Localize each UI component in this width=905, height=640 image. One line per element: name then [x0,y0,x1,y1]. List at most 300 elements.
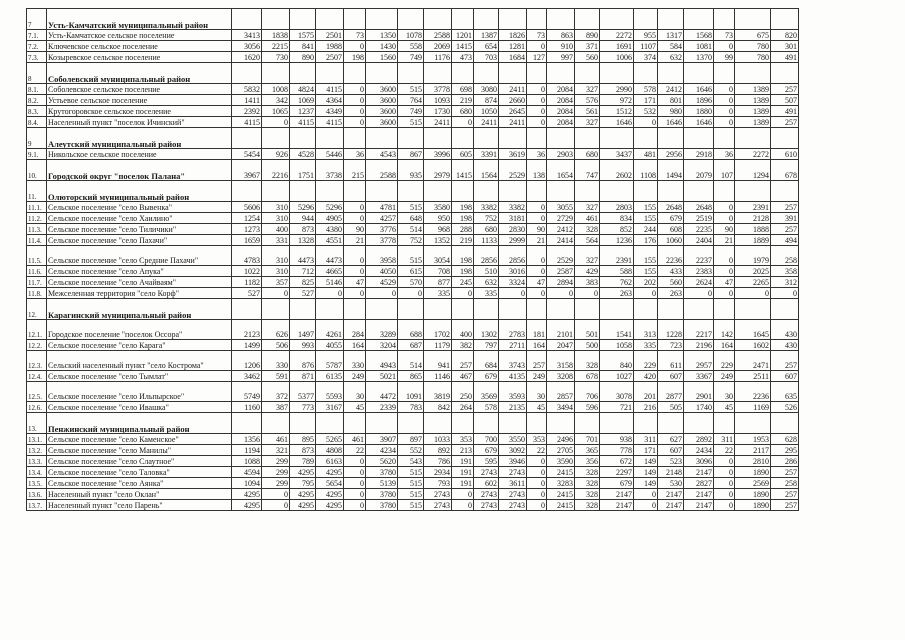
table-cell: 310 [262,202,290,213]
table-cell: 678 [771,160,799,181]
table-cell: 3181 [499,213,527,224]
row-label: Сельское поселение "село Тиличики" [47,224,232,235]
table-cell: 0 [634,117,658,128]
table-cell [290,299,316,320]
table-cell: 0 [527,106,547,117]
table-cell: 523 [658,456,684,467]
table-cell: 1133 [474,235,499,246]
table-cell: 4295 [290,500,316,511]
table-cell: 1499 [232,340,262,351]
table-cell: 0 [547,288,575,299]
table-cell: 1350 [366,30,398,41]
table-cell: 877 [424,277,452,288]
table-cell: 3462 [232,371,262,382]
table-row [27,467,799,478]
table-cell: 4115 [316,117,344,128]
table-cell: 0 [262,288,290,299]
table-cell: 2079 [684,160,714,181]
table-cell [575,9,600,30]
table-section-row [27,128,799,149]
table-cell: 2743 [499,467,527,478]
table-cell [290,413,316,434]
table-cell [634,9,658,30]
table-cell: 684 [474,351,499,371]
row-number: 11.5. [27,246,47,266]
table-cell: 506 [262,340,290,351]
table-cell: 607 [658,445,684,456]
table-cell: 3619 [499,149,527,160]
table-cell: 632 [658,52,684,63]
table-cell: 1568 [684,30,714,41]
table-cell: 372 [262,382,290,402]
table-cell: 4472 [366,382,398,402]
row-number: 12.4. [27,371,47,382]
table-cell [499,9,527,30]
row-number: 12.1. [27,320,47,340]
table-cell [344,181,366,202]
table-cell: 202 [634,277,658,288]
table-cell [527,181,547,202]
row-number: 11. [27,181,47,202]
table-cell: 1389 [735,95,771,106]
table-cell: 515 [398,467,424,478]
table-cell: 2117 [735,445,771,456]
table-cell [366,9,398,30]
table-cell: 2743 [424,500,452,511]
table-row [27,52,799,63]
table-cell: 4295 [316,489,344,500]
table-cell: 0 [344,117,366,128]
row-label: Межселенная территория "село Корф" [47,288,232,299]
row-number: 11.6. [27,266,47,277]
table-cell: 752 [398,235,424,246]
table-cell: 365 [575,445,600,456]
table-cell [771,413,799,434]
table-cell [232,181,262,202]
table-cell: 1415 [452,41,474,52]
table-cell [600,413,634,434]
table-cell: 679 [474,445,499,456]
table-row [27,320,799,340]
table-cell [499,128,527,149]
table-cell: 4905 [316,213,344,224]
table-cell [316,128,344,149]
table-cell: 678 [575,371,600,382]
table-cell: 6135 [316,371,344,382]
table-cell: 310 [262,246,290,266]
table-cell: 176 [634,235,658,246]
table-cell: 311 [714,434,735,445]
table-cell: 1006 [600,52,634,63]
table-cell: 3819 [424,382,452,402]
table-cell: 138 [527,160,547,181]
table-cell: 5446 [316,149,344,160]
table-cell: 865 [398,371,424,382]
row-label: Соболевское сельское поселение [47,84,232,95]
table-cell: 328 [575,489,600,500]
table-cell: 328 [575,351,600,371]
table-cell: 3289 [366,320,398,340]
table-cell [527,63,547,84]
row-number: 12.3. [27,351,47,371]
table-cell: 301 [771,41,799,52]
table-cell: 3055 [547,202,575,213]
table-cell: 73 [527,30,547,41]
table-cell: 3780 [366,467,398,478]
table-cell: 2602 [600,160,634,181]
table-cell: 0 [344,202,366,213]
table-cell [262,181,290,202]
table-cell: 5454 [232,149,262,160]
table-cell: 286 [771,456,799,467]
table-cell: 0 [714,266,735,277]
table-cell: 311 [634,434,658,445]
row-number: 12.5. [27,382,47,402]
table-cell: 4528 [290,149,316,160]
table-cell: 1236 [600,235,634,246]
table-cell: 926 [262,149,290,160]
table-cell: 712 [290,266,316,277]
table-cell: 327 [575,84,600,95]
table-cell: 500 [575,340,600,351]
row-number: 13.1. [27,434,47,445]
table-cell: 1684 [499,52,527,63]
table-cell: 263 [658,288,684,299]
table-cell [499,181,527,202]
table-cell: 2856 [474,246,499,266]
row-label: Сельское поселение "село Пахачи" [47,235,232,246]
table-cell: 3907 [366,434,398,445]
table-cell: 778 [600,445,634,456]
table-row [27,382,799,402]
table-cell: 825 [290,277,316,288]
table-cell: 515 [398,117,424,128]
row-label: Соболевский муниципальный район [47,63,232,84]
table-cell: 584 [658,41,684,52]
table-cell: 191 [452,467,474,478]
table-cell: 3600 [366,84,398,95]
table-cell: 1415 [452,160,474,181]
table-cell: 1389 [735,84,771,95]
table-cell [424,181,452,202]
table-cell: 3580 [424,202,452,213]
table-cell: 5021 [366,371,398,382]
table-cell: 5787 [316,351,344,371]
table-cell: 2705 [547,445,575,456]
row-label: Олюторский муниципальный район [47,181,232,202]
table-cell [262,63,290,84]
table-cell [424,128,452,149]
table-cell: 635 [771,382,799,402]
table-cell [262,9,290,30]
table-cell: 3776 [366,224,398,235]
table-cell: 873 [290,224,316,235]
table-cell: 1702 [424,320,452,340]
table-cell: 4257 [366,213,398,224]
table-cell: 288 [452,224,474,235]
table-cell: 723 [658,340,684,351]
table-cell [290,9,316,30]
table-cell: 950 [424,213,452,224]
table-cell: 2235 [684,224,714,235]
table-cell [424,299,452,320]
table-cell: 4824 [290,84,316,95]
table-cell: 626 [262,320,290,340]
table-cell: 608 [658,224,684,235]
table-cell: 0 [344,467,366,478]
table-cell [316,63,344,84]
table-cell [684,63,714,84]
table-cell [575,63,600,84]
table-cell: 3780 [366,489,398,500]
table-cell: 2957 [684,351,714,371]
table-cell: 47 [714,277,735,288]
table-row [27,277,799,288]
table-cell: 1602 [735,340,771,351]
table-cell: 4943 [366,351,398,371]
table-cell: 941 [424,351,452,371]
row-number: 11.3. [27,224,47,235]
table-cell [474,128,499,149]
row-number: 12.6. [27,402,47,413]
table-cell: 980 [658,106,684,117]
table-cell: 3367 [684,371,714,382]
table-cell: 250 [452,382,474,402]
table-cell: 2711 [499,340,527,351]
table-cell [316,413,344,434]
table-cell: 155 [634,213,658,224]
table-row [27,340,799,351]
table-cell: 2216 [262,160,290,181]
table-cell: 257 [771,489,799,500]
table-cell: 249 [714,371,735,382]
table-cell: 570 [398,277,424,288]
table-cell: 149 [634,456,658,467]
row-label: Сельское поселение "село Тымлат" [47,371,232,382]
table-cell: 0 [344,41,366,52]
table-cell [600,63,634,84]
table-cell: 897 [398,434,424,445]
table-cell: 2392 [232,106,262,117]
table-cell: 654 [474,41,499,52]
table-cell: 2803 [600,202,634,213]
table-cell: 2529 [547,246,575,266]
table-cell: 0 [398,288,424,299]
table-cell: 588 [600,266,634,277]
row-label: Сельское поселение "село Аянка" [47,478,232,489]
table-cell: 328 [575,500,600,511]
table-cell: 2147 [600,489,634,500]
row-label: Населенный пункт "село Парень" [47,500,232,511]
table-cell: 752 [474,213,499,224]
table-cell: 3208 [547,371,575,382]
table-cell [547,128,575,149]
table-cell: 2588 [424,30,452,41]
table-cell: 0 [527,202,547,213]
row-number: 8 [27,63,47,84]
table-row [27,500,799,511]
row-number: 7.1. [27,30,47,41]
row-label: Козыревское сельское поселение [47,52,232,63]
table-cell: 789 [290,456,316,467]
row-number: 13.3. [27,456,47,467]
table-cell: 164 [527,340,547,351]
table-cell: 383 [575,277,600,288]
table-cell: 3382 [499,202,527,213]
table-cell: 2529 [499,160,527,181]
table-cell: 515 [398,246,424,266]
table-cell [474,181,499,202]
table-row [27,106,799,117]
row-label: Сельское поселение "село Вывенка" [47,202,232,213]
table-cell: 2391 [735,202,771,213]
table-cell: 560 [658,277,684,288]
table-cell: 1730 [424,106,452,117]
table-cell: 0 [527,288,547,299]
table-cell [452,63,474,84]
table-cell: 1659 [232,235,262,246]
table-cell: 701 [575,434,600,445]
table-row [27,213,799,224]
row-number: 13.6. [27,489,47,500]
table-cell: 0 [316,288,344,299]
table-cell [499,413,527,434]
table-cell: 0 [575,288,600,299]
table-cell: 801 [658,95,684,106]
table-cell [547,299,575,320]
table-cell: 0 [771,288,799,299]
table-cell: 1107 [634,41,658,52]
table-row [27,456,799,467]
table-cell: 515 [398,478,424,489]
table-cell [262,128,290,149]
table-cell: 0 [714,84,735,95]
table-cell: 73 [344,30,366,41]
table-cell: 510 [474,266,499,277]
table-cell: 2743 [499,500,527,511]
table-cell: 2783 [499,320,527,340]
table-cell: 1302 [474,320,499,340]
table-cell: 1206 [232,351,262,371]
table-cell: 680 [575,149,600,160]
table-cell: 430 [771,320,799,340]
table-cell: 610 [771,149,799,160]
table-cell [735,299,771,320]
table-cell: 972 [600,95,634,106]
table-cell: 2147 [600,500,634,511]
table-cell [366,413,398,434]
table-cell: 2877 [658,382,684,402]
table-cell: 4295 [290,489,316,500]
row-label: Сельское поселение "село Слаутное" [47,456,232,467]
table-cell: 507 [771,95,799,106]
table-cell: 198 [452,246,474,266]
table-cell: 5606 [232,202,262,213]
table-cell: 2237 [684,246,714,266]
row-label: Сельское поселение "село Ачайваям" [47,277,232,288]
table-cell: 2588 [366,160,398,181]
table-cell: 1890 [735,489,771,500]
table-cell: 191 [452,456,474,467]
table-cell: 780 [735,52,771,63]
table-section-row [27,9,799,30]
table-cell [735,181,771,202]
table-body [27,9,799,511]
table-cell: 1088 [232,456,262,467]
table-cell: 0 [527,456,547,467]
table-cell: 30 [344,382,366,402]
row-number: 7 [27,9,47,30]
table-cell [290,63,316,84]
table-cell [547,181,575,202]
table-cell: 5146 [316,277,344,288]
table-cell: 0 [714,41,735,52]
table-cell: 680 [474,224,499,235]
table-cell: 2660 [499,95,527,106]
table-cell: 249 [527,371,547,382]
table-cell: 2587 [547,266,575,277]
table-cell [452,181,474,202]
table-cell: 0 [527,41,547,52]
table-row [27,84,799,95]
table-cell: 576 [575,95,600,106]
table-cell [262,299,290,320]
table-cell: 558 [398,41,424,52]
table-row [27,235,799,246]
table-cell: 2743 [474,489,499,500]
table-cell: 0 [527,266,547,277]
table-cell: 0 [344,213,366,224]
row-number: 11.8. [27,288,47,299]
table-cell: 3958 [366,246,398,266]
table-cell: 4234 [366,445,398,456]
table-cell: 22 [714,445,735,456]
table-cell: 764 [398,95,424,106]
row-label: Сельское поселение "село Каменское" [47,434,232,445]
table-cell: 107 [714,160,735,181]
row-label: Усть-Камчатское сельское поселение [47,30,232,41]
table-cell: 90 [714,224,735,235]
table-cell: 5749 [232,382,262,402]
table-cell [714,413,735,434]
table-cell: 0 [262,489,290,500]
table-cell: 0 [527,84,547,95]
table-cell: 358 [771,266,799,277]
table-cell: 0 [684,288,714,299]
table-cell: 4055 [316,340,344,351]
table-cell: 2830 [499,224,527,235]
table-cell: 842 [424,402,452,413]
table-cell: 780 [735,41,771,52]
table-cell [232,63,262,84]
table-cell [398,63,424,84]
table-cell: 400 [262,224,290,235]
row-number: 10. [27,160,47,181]
table-cell: 387 [262,402,290,413]
table-cell: 648 [398,213,424,224]
table-cell: 1564 [474,160,499,181]
table-cell: 198 [344,52,366,63]
table-cell: 299 [262,467,290,478]
table-cell: 1988 [316,41,344,52]
table-cell: 0 [714,467,735,478]
table-cell: 0 [527,489,547,500]
table-cell: 0 [527,213,547,224]
table-cell: 420 [634,371,658,382]
row-label: Алеутский муниципальный район [47,128,232,149]
table-cell: 321 [262,445,290,456]
table-cell: 2147 [658,489,684,500]
